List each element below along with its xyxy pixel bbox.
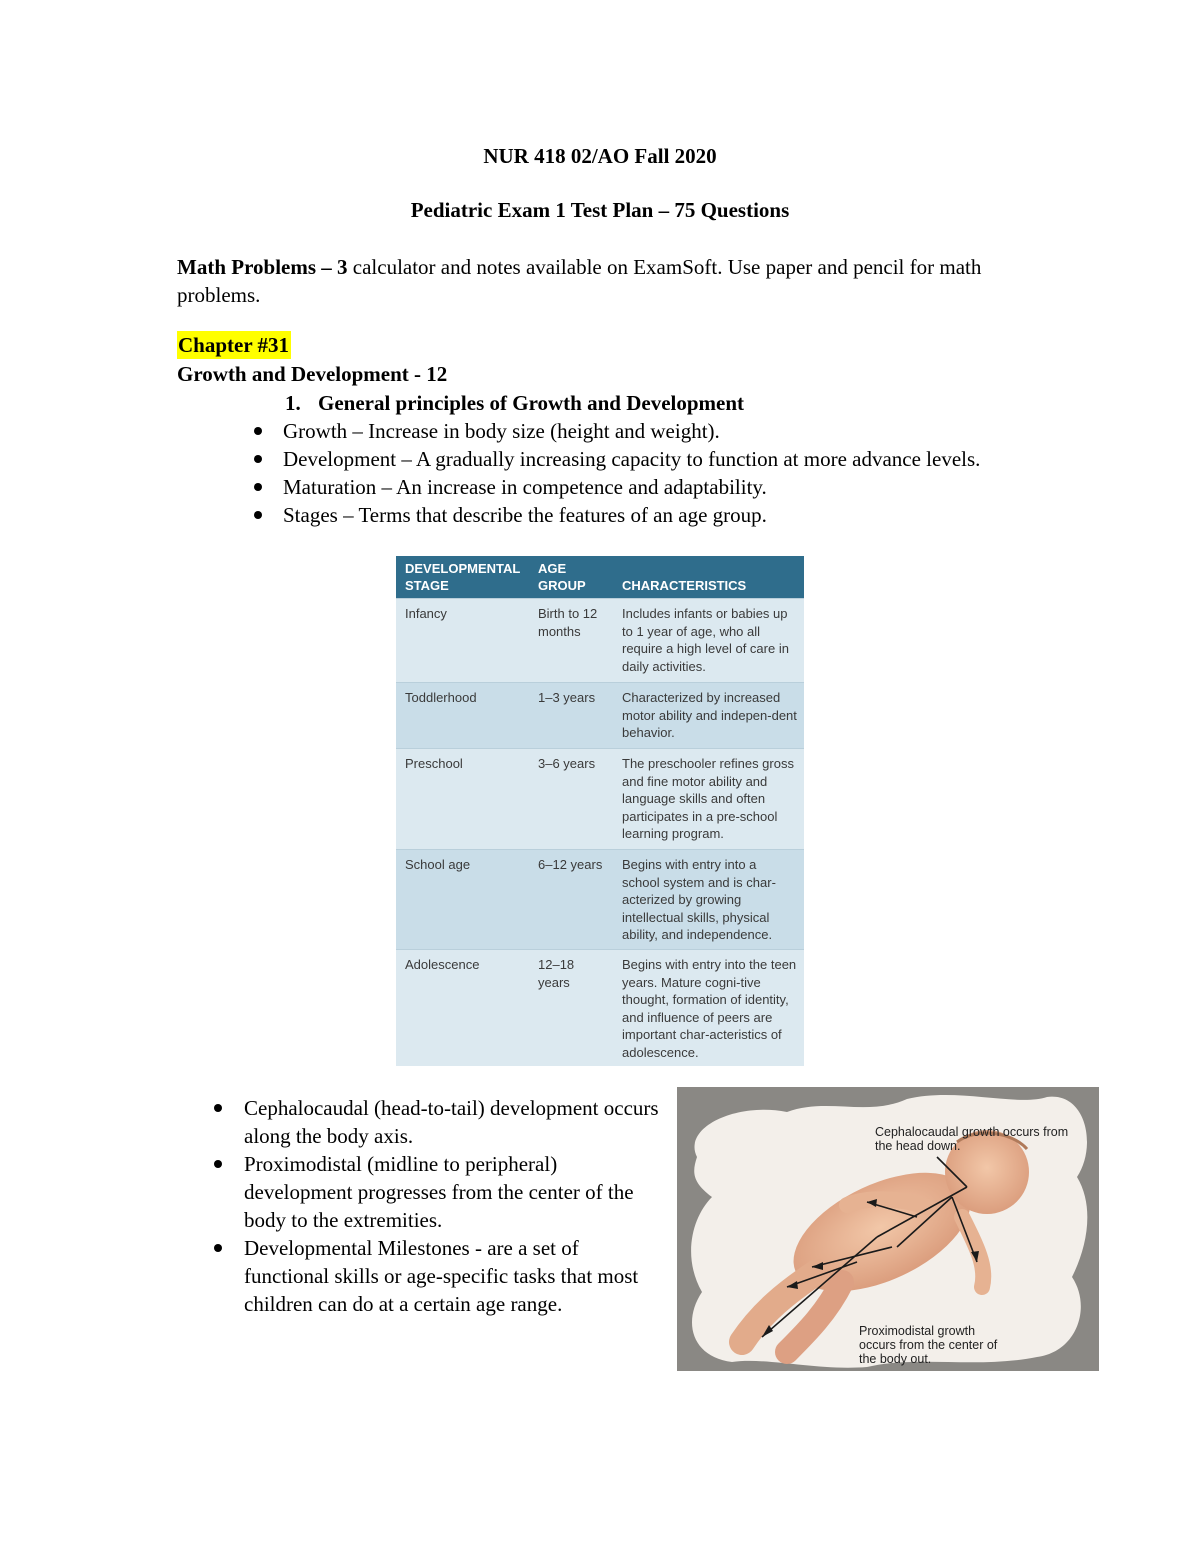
baby-growth-figure bbox=[677, 1087, 1099, 1371]
chapter-heading: Chapter #31 bbox=[178, 333, 290, 357]
cell-stage: Toddlerhood bbox=[405, 690, 477, 705]
math-paragraph bbox=[177, 253, 1017, 309]
table-row bbox=[396, 849, 804, 949]
cell-age: 1–3 years bbox=[538, 690, 596, 705]
header-stage: DEVELOPMENTAL STAGE bbox=[405, 561, 521, 593]
development-patterns-list bbox=[210, 1094, 660, 1318]
developmental-stages-table bbox=[396, 556, 804, 1066]
cephalocaudal-label: Cephalocaudal growth occurs from the head down. bbox=[875, 1125, 1069, 1153]
numbered-heading bbox=[285, 389, 744, 417]
exam-title: Pediatric Exam 1 Test Plan – 75 Questions bbox=[410, 198, 790, 222]
table-row bbox=[396, 748, 804, 849]
list-item: Development – A gradually increasing capacity to function at more advance levels. bbox=[250, 445, 1020, 473]
cell-stage: Infancy bbox=[405, 606, 447, 621]
list-item: Cephalocaudal (head-to-tail) development occurs along the body axis. bbox=[210, 1094, 660, 1150]
cell-stage: Adolescence bbox=[405, 957, 480, 972]
header-characteristics: CHARACTERISTICS bbox=[622, 578, 747, 593]
header-age: AGE GROUP bbox=[538, 561, 586, 593]
principles-list bbox=[250, 417, 1020, 529]
table-row bbox=[396, 598, 804, 682]
cell-characteristics: Includes infants or babies up to 1 year of age, who all require a high level of care in daily activities. bbox=[622, 606, 789, 674]
section-heading: Growth and Development - 12 bbox=[177, 362, 448, 386]
math-text: calculator and notes available on ExamSoft. Use paper and pencil for math problems. bbox=[177, 255, 982, 307]
list-item: Stages – Terms that describe the features of an age group. bbox=[250, 501, 1020, 529]
course-title: NUR 418 02/AO Fall 2020 bbox=[483, 144, 717, 168]
proximodistal-label: Proximodistal growth occurs from the center of the body out. bbox=[859, 1324, 998, 1366]
cell-characteristics: Begins with entry into the teen years. Mature cogni-tive thought, formation of identity, and influence of peers are important char-acteristics of adolescence. bbox=[622, 957, 797, 1060]
list-item: Growth – Increase in body size (height and weight). bbox=[250, 417, 1020, 445]
cell-characteristics: Begins with entry into a school system and is char-acterized by growing intellectual skills, physical ability, and independence. bbox=[622, 857, 776, 943]
numbered-heading-text: General principles of Growth and Development bbox=[318, 391, 745, 415]
table-row bbox=[396, 949, 804, 1066]
cell-stage: Preschool bbox=[405, 756, 463, 771]
list-number: 1. bbox=[285, 391, 301, 415]
cell-age: 12–18 years bbox=[538, 957, 575, 990]
list-item: Proximodistal (midline to peripheral) development progresses from the center of the body to the extremities. bbox=[210, 1150, 660, 1234]
table-header bbox=[396, 556, 804, 598]
cell-characteristics: Characterized by increased motor ability and indepen-dent behavior. bbox=[622, 690, 797, 741]
math-label: Math Problems – 3 bbox=[177, 255, 348, 279]
cell-age: 3–6 years bbox=[538, 756, 596, 771]
list-item: Developmental Milestones - are a set of functional skills or age-specific tasks that most children can do at a certain age range. bbox=[210, 1234, 660, 1318]
table-row bbox=[396, 682, 804, 748]
cell-stage: School age bbox=[405, 857, 471, 872]
cell-age: 6–12 years bbox=[538, 857, 603, 872]
list-item: Maturation – An increase in competence and adaptability. bbox=[250, 473, 1020, 501]
cell-age: Birth to 12 months bbox=[538, 606, 598, 639]
cell-characteristics: The preschooler refines gross and fine motor ability and language skills and often participates in a pre-school learning program. bbox=[622, 756, 794, 842]
